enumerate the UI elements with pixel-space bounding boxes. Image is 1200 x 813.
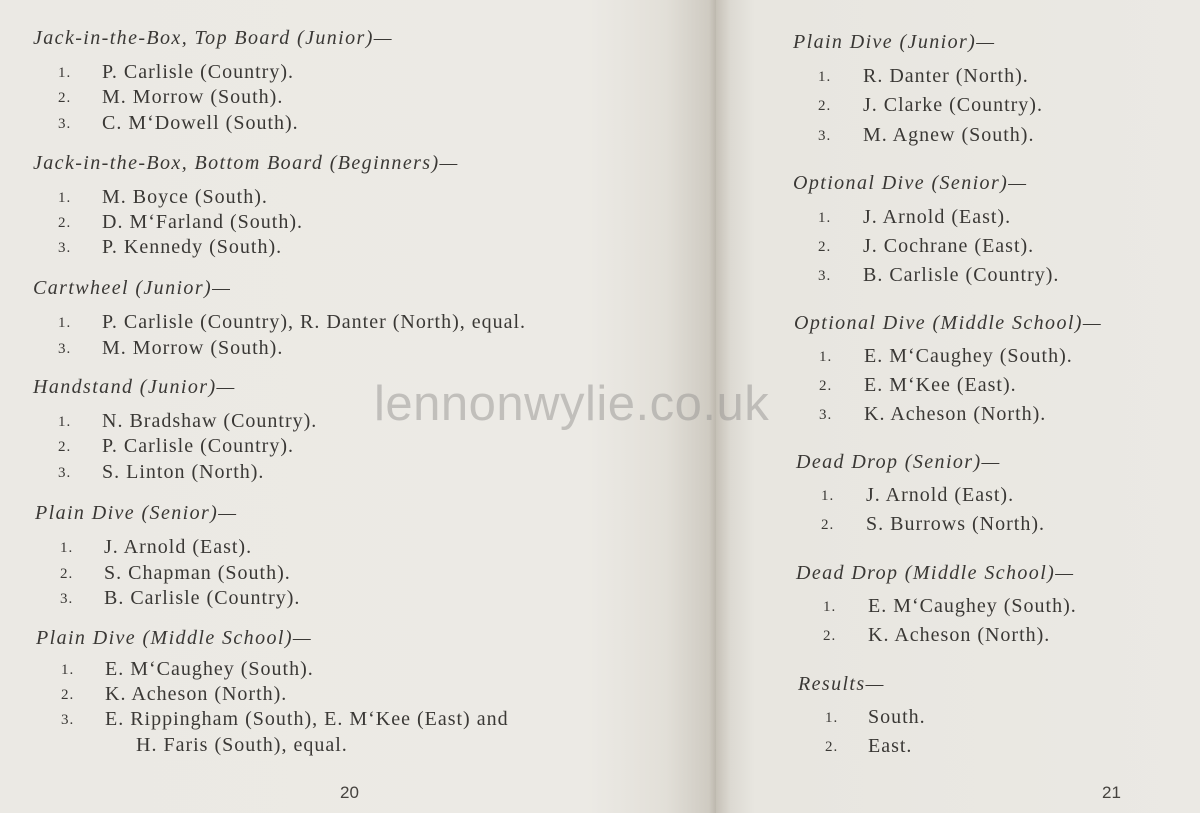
result-text: E. M‘Caughey (South). xyxy=(864,345,1073,367)
section-heading: Jack-in-the-Box, Top Board (Junior)— xyxy=(33,27,393,49)
place-number: 1. xyxy=(821,488,835,504)
result-text: S. Linton (North). xyxy=(102,461,265,483)
place-number: 2. xyxy=(61,687,75,703)
result-text: N. Bradshaw (Country). xyxy=(102,410,318,432)
result-text: C. M‘Dowell (South). xyxy=(102,112,299,134)
place-number: 1. xyxy=(61,662,75,678)
place-number: 3. xyxy=(58,341,72,357)
place-number: 2. xyxy=(818,239,832,255)
result-text: E. M‘Caughey (South). xyxy=(105,658,314,680)
section-heading: Cartwheel (Junior)— xyxy=(33,277,232,299)
result-continuation: H. Faris (South), equal. xyxy=(136,734,348,756)
place-number: 1. xyxy=(58,315,72,331)
place-number: 3. xyxy=(819,407,833,423)
result-text: M. Morrow (South). xyxy=(102,337,284,359)
place-number: 3. xyxy=(818,128,832,144)
section-heading: Plain Dive (Junior)— xyxy=(793,31,996,53)
section-heading: Jack-in-the-Box, Bottom Board (Beginners)— xyxy=(33,152,459,174)
section-heading: Optional Dive (Middle School)— xyxy=(794,312,1103,334)
result-text: East. xyxy=(868,735,913,757)
place-number: 3. xyxy=(58,240,72,256)
result-text: E. M‘Kee (East). xyxy=(864,374,1017,396)
right-page xyxy=(716,0,1200,813)
place-number: 2. xyxy=(819,378,833,394)
place-number: 2. xyxy=(58,90,72,106)
result-text: M. Boyce (South). xyxy=(102,186,268,208)
place-number: 1. xyxy=(819,349,833,365)
place-number: 2. xyxy=(825,739,839,755)
section-heading: Optional Dive (Senior)— xyxy=(793,172,1028,194)
result-text: J. Clarke (Country). xyxy=(863,94,1043,116)
place-number: 1. xyxy=(60,540,74,556)
place-number: 3. xyxy=(58,465,72,481)
result-text: B. Carlisle (Country). xyxy=(863,264,1060,286)
page-number: 21 xyxy=(1102,783,1121,802)
place-number: 3. xyxy=(61,712,75,728)
place-number: 1. xyxy=(818,210,832,226)
page-number: 20 xyxy=(340,783,359,802)
result-text: B. Carlisle (Country). xyxy=(104,587,301,609)
place-number: 1. xyxy=(823,599,837,615)
section-heading: Plain Dive (Senior)— xyxy=(35,502,238,524)
result-text: P. Kennedy (South). xyxy=(102,236,283,258)
result-text: S. Burrows (North). xyxy=(866,513,1045,535)
section-heading: Results— xyxy=(798,673,885,695)
place-number: 3. xyxy=(60,591,74,607)
place-number: 1. xyxy=(58,414,72,430)
place-number: 3. xyxy=(58,116,72,132)
result-text: J. Arnold (East). xyxy=(863,206,1012,228)
result-text: P. Carlisle (Country). xyxy=(102,61,294,83)
result-text: South. xyxy=(868,706,926,728)
section-heading: Plain Dive (Middle School)— xyxy=(36,627,313,649)
place-number: 2. xyxy=(58,439,72,455)
section-heading: Dead Drop (Senior)— xyxy=(796,451,1001,473)
result-text: K. Acheson (North). xyxy=(105,683,288,705)
result-text: M. Agnew (South). xyxy=(863,124,1035,146)
place-number: 3. xyxy=(818,268,832,284)
place-number: 1. xyxy=(58,190,72,206)
result-text: D. M‘Farland (South). xyxy=(102,211,303,233)
place-number: 2. xyxy=(821,517,835,533)
result-text: E. M‘Caughey (South). xyxy=(868,595,1077,617)
section-heading: Handstand (Junior)— xyxy=(33,376,236,398)
result-text: K. Acheson (North). xyxy=(868,624,1051,646)
result-text: R. Danter (North). xyxy=(863,65,1029,87)
result-text: J. Cochrane (East). xyxy=(863,235,1035,257)
result-text: J. Arnold (East). xyxy=(104,536,253,558)
result-text: K. Acheson (North). xyxy=(864,403,1047,425)
place-number: 1. xyxy=(825,710,839,726)
result-text: S. Chapman (South). xyxy=(104,562,291,584)
place-number: 2. xyxy=(818,98,832,114)
watermark: lennonwylie.co.uk xyxy=(374,377,770,431)
result-text: P. Carlisle (Country), R. Danter (North), equal. xyxy=(102,311,527,333)
place-number: 2. xyxy=(58,215,72,231)
result-text: M. Morrow (South). xyxy=(102,86,284,108)
result-text: E. Rippingham (South), E. M‘Kee (East) and xyxy=(105,708,509,730)
result-text: J. Arnold (East). xyxy=(866,484,1015,506)
place-number: 2. xyxy=(823,628,837,644)
place-number: 1. xyxy=(818,69,832,85)
section-heading: Dead Drop (Middle School)— xyxy=(796,562,1075,584)
place-number: 1. xyxy=(58,65,72,81)
place-number: 2. xyxy=(60,566,74,582)
result-text: P. Carlisle (Country). xyxy=(102,435,294,457)
